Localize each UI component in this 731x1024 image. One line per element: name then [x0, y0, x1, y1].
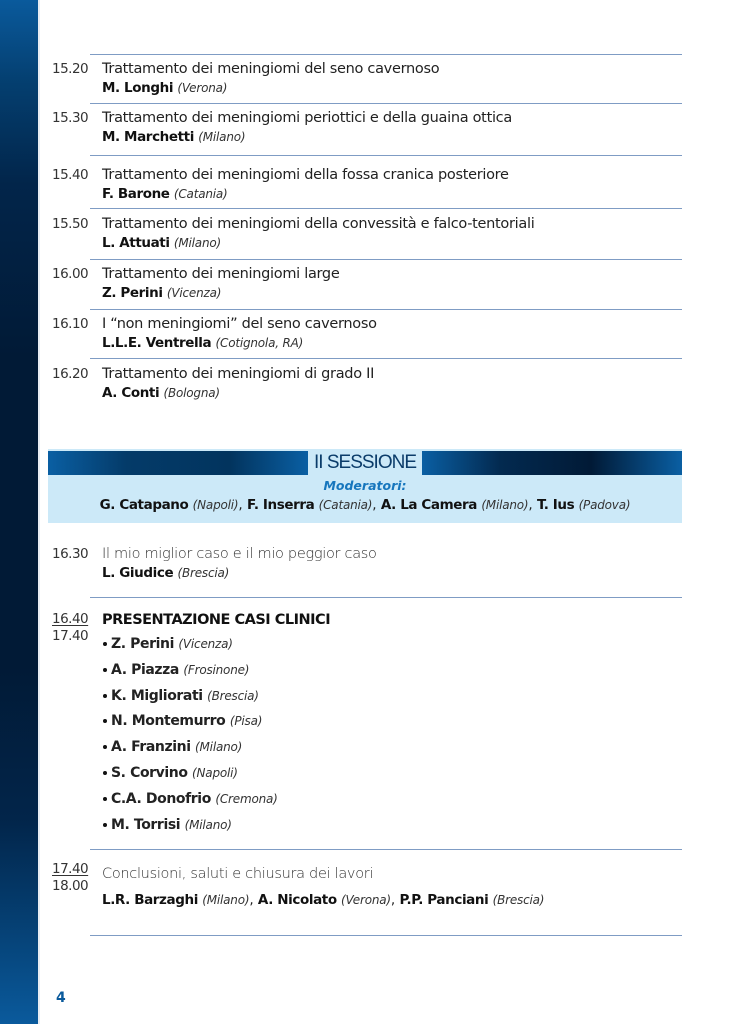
- bullet-icon: [103, 745, 107, 749]
- speaker-city: (Verona): [341, 893, 391, 907]
- presenter-name: S. Corvino: [111, 764, 188, 781]
- presenter-item: [102, 787, 682, 813]
- bullet-icon: [103, 823, 107, 827]
- presenter-item: [102, 684, 682, 710]
- item-time: 16.30: [52, 546, 89, 562]
- divider: [90, 155, 682, 156]
- bullet-icon: [103, 694, 107, 698]
- presenter-name: K. Migliorati: [111, 687, 203, 704]
- presenter-city: (Napoli): [192, 765, 238, 780]
- speaker-name: A. Conti: [102, 385, 160, 401]
- separator: ,: [238, 497, 243, 513]
- presenter-city: (Brescia): [207, 688, 259, 703]
- cases-title: PRESENTAZIONE CASI CLINICI: [102, 612, 331, 628]
- item-time: 16.10: [52, 316, 89, 332]
- moderator-city: (Catania): [318, 498, 373, 512]
- presenter-name: C.A. Donofrio: [111, 790, 211, 807]
- time-end: 17.40: [52, 628, 89, 644]
- presenter-name: A. Franzini: [111, 739, 191, 756]
- speaker-name: L.L.E. Ventrella: [102, 335, 212, 351]
- speaker-name: L. Attuati: [102, 235, 170, 251]
- bullet-icon: [103, 668, 107, 672]
- presenter-city: (Cremona): [215, 791, 278, 806]
- presenters-list: [102, 632, 682, 838]
- moderators-list: [48, 496, 682, 514]
- moderators-label: Moderatori:: [323, 478, 407, 493]
- moderator-city: (Milano): [481, 498, 529, 512]
- speaker-name: M. Marchetti: [102, 129, 194, 145]
- presenter-item: [102, 709, 682, 735]
- sidebar-edge: [38, 0, 40, 1024]
- item-time: 15.40: [52, 167, 89, 183]
- bullet-icon: [103, 719, 107, 723]
- speaker-city: (Vicenza): [166, 286, 222, 300]
- item-time: 16.00: [52, 266, 89, 282]
- presenter-city: (Milano): [184, 817, 232, 832]
- separator: ,: [390, 892, 396, 908]
- item-time: 15.30: [52, 110, 89, 126]
- item-speaker: [102, 185, 682, 203]
- divider: [90, 208, 682, 209]
- divider: [90, 597, 682, 598]
- speaker-city: (Milano): [173, 236, 221, 250]
- presenter-name: N. Montemurro: [111, 713, 226, 730]
- separator: ,: [372, 497, 377, 513]
- bullet-icon: [103, 642, 107, 646]
- sidebar-decoration: [0, 0, 38, 1024]
- presenter-city: (Frosinone): [183, 662, 250, 677]
- speaker-city: (Verona): [177, 81, 228, 95]
- divider: [90, 935, 682, 936]
- presenter-name: Z. Perini: [111, 636, 174, 652]
- session-title: II SESSIONE: [314, 452, 416, 473]
- item-time: 15.20: [52, 61, 89, 77]
- item-time-range: [52, 861, 98, 895]
- speaker-name: A. Nicolato: [257, 892, 337, 908]
- speaker-name: L. Giudice: [102, 565, 174, 581]
- item-title: Il mio miglior caso e il mio peggior caso: [102, 546, 377, 562]
- page-number: 4: [56, 990, 66, 1006]
- moderator-city: (Padova): [578, 498, 631, 512]
- item-title: Trattamento dei meningiomi della convessità e falco-tentoriali: [102, 216, 535, 232]
- item-speaker: [102, 384, 682, 402]
- session-title-bar: [48, 451, 682, 475]
- presenter-item: [102, 658, 682, 684]
- speaker-city: (Brescia): [492, 893, 545, 907]
- divider: [90, 54, 682, 55]
- speaker-city: (Milano): [202, 893, 250, 907]
- speaker-name: Z. Perini: [102, 285, 163, 301]
- band-decoration-right: [422, 451, 682, 475]
- moderator-name: A. La Camera: [380, 497, 478, 513]
- item-title: Trattamento dei meningiomi periottici e della guaina ottica: [102, 110, 512, 126]
- divider: [90, 849, 682, 850]
- presenter-name: M. Torrisi: [111, 816, 181, 833]
- speaker-city: (Catania): [173, 187, 228, 201]
- presenter-city: (Vicenza): [178, 637, 233, 651]
- presenter-city: (Pisa): [229, 714, 263, 729]
- speaker-city: (Bologna): [163, 386, 220, 400]
- presenter-item: [102, 632, 682, 658]
- item-time: 16.20: [52, 366, 89, 382]
- item-speaker: [102, 334, 682, 352]
- moderator-name: T. Ius: [537, 497, 575, 513]
- divider: [90, 358, 682, 359]
- item-speaker: [102, 79, 682, 97]
- bullet-icon: [103, 797, 107, 801]
- time-start: 17.40: [52, 861, 89, 877]
- speaker-city: (Milano): [198, 130, 246, 144]
- item-title: I “non meningiomi” del seno cavernoso: [102, 316, 377, 332]
- presenter-item: [102, 735, 682, 761]
- item-speaker: [102, 284, 682, 302]
- time-start: 16.40: [52, 611, 89, 627]
- speaker-city: (Cotignola, RA): [215, 336, 304, 350]
- item-title: Trattamento dei meningiomi di grado II: [102, 366, 375, 382]
- moderator-name: F. Inserra: [247, 497, 315, 513]
- item-title: Trattamento dei meningiomi della fossa cranica posteriore: [102, 167, 509, 183]
- separator: ,: [249, 892, 254, 908]
- speaker-name: P.P. Panciani: [399, 892, 489, 908]
- presenter-item: [102, 761, 682, 787]
- item-title: Trattamento dei meningiomi large: [102, 266, 340, 282]
- moderator-city: (Napoli): [192, 498, 239, 512]
- time-end: 18.00: [52, 878, 89, 894]
- speaker-name: M. Longhi: [102, 80, 174, 96]
- separator: ,: [528, 497, 533, 513]
- bullet-icon: [103, 771, 107, 775]
- item-title: Trattamento dei meningiomi del seno cavernoso: [102, 61, 440, 77]
- presenter-city: (Milano): [195, 740, 243, 755]
- item-speaker: [102, 564, 682, 582]
- speaker-name: L.R. Barzaghi: [102, 892, 198, 908]
- item-time: 15.50: [52, 216, 89, 232]
- divider: [90, 259, 682, 260]
- closing-title: Conclusioni, saluti e chiusura dei lavori: [102, 866, 374, 882]
- closing-speakers: [102, 891, 682, 909]
- moderator-name: G. Catapano: [99, 497, 189, 513]
- divider: [90, 309, 682, 310]
- item-speaker: [102, 128, 682, 146]
- presenter-item: [102, 813, 682, 839]
- presenter-name: A. Piazza: [111, 661, 179, 678]
- session-header: [48, 449, 682, 523]
- speaker-name: F. Barone: [102, 186, 170, 202]
- item-speaker: [102, 234, 682, 252]
- item-time-range: [52, 611, 98, 645]
- divider: [90, 103, 682, 104]
- band-decoration-left: [48, 451, 308, 475]
- speaker-city: (Brescia): [177, 566, 230, 580]
